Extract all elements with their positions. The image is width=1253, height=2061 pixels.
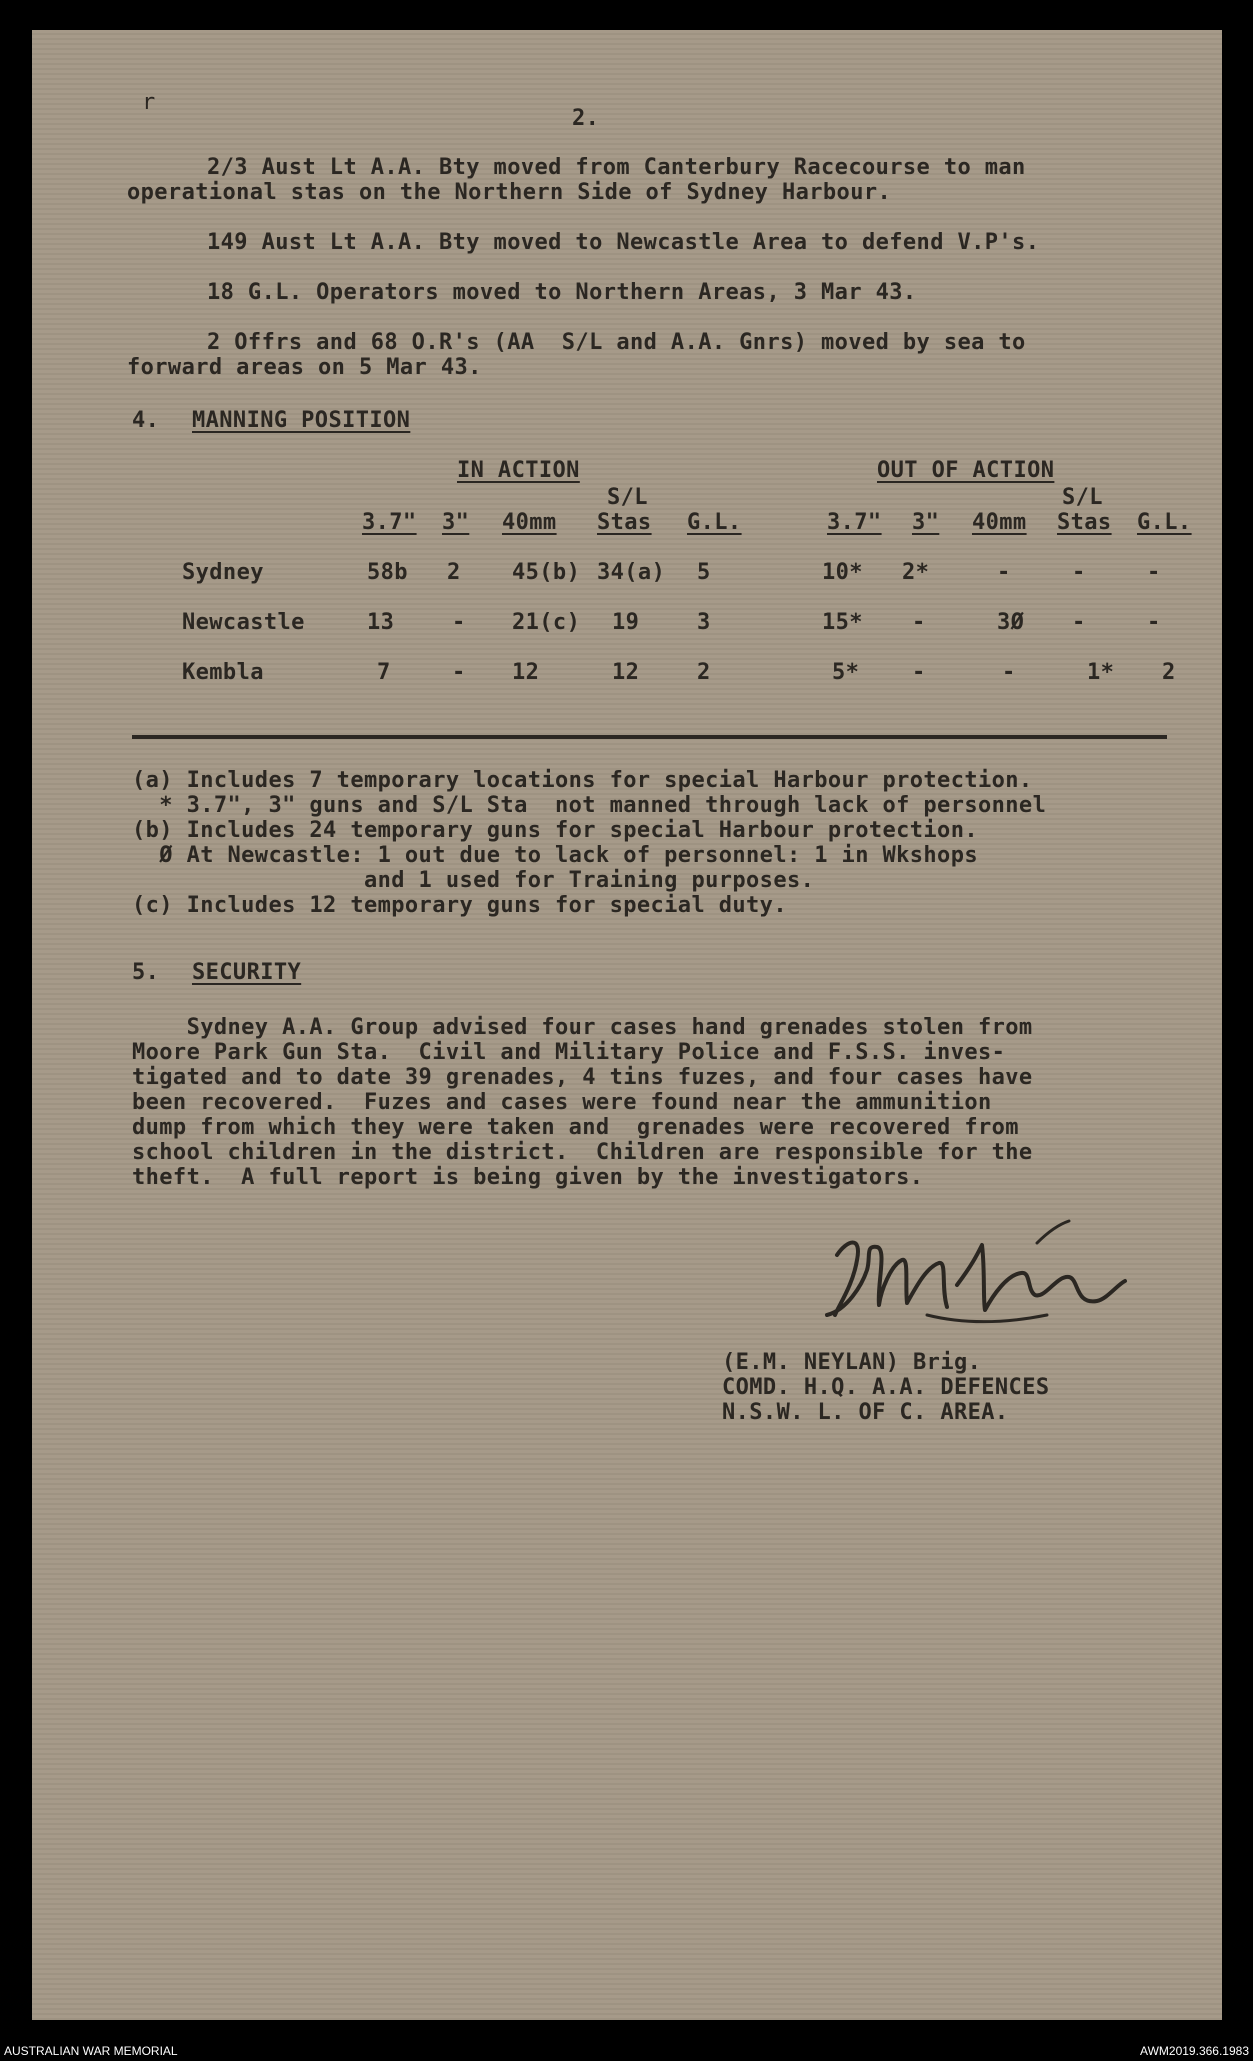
footnote-slash-2: and 1 used for Training purposes. (132, 868, 815, 893)
row-newcastle-in-gl: 3 (697, 610, 711, 635)
row-sydney-place: Sydney (182, 560, 264, 585)
footnote-b: (b) Includes 24 temporary guns for special Harbour protection. (132, 818, 978, 843)
col-out-gl: G.L. (1137, 510, 1192, 535)
col-out-3: 3" (912, 510, 940, 535)
para-1-line-1: 2/3 Aust Lt A.A. Bty moved from Canterbury Racecourse to man (207, 155, 1026, 180)
out-of-action-label: OUT OF ACTION (877, 458, 1055, 483)
row-sydney-in-40mm: 45(b) (512, 560, 581, 585)
security-line-5: dump from which they were taken and grenades were recovered from (132, 1115, 1019, 1140)
row-newcastle-in-stas: 19 (612, 610, 640, 635)
col-out-stas: Stas (1057, 510, 1112, 535)
row-kembla-in-40mm: 12 (512, 660, 540, 685)
security-line-1: Sydney A.A. Group advised four cases hand grenades stolen from (132, 1015, 1033, 1040)
row-newcastle-place: Newcastle (182, 610, 305, 635)
section-4-heading: MANNING POSITION (192, 408, 411, 433)
para-1-line-2: operational stas on the Northern Side of Sydney Harbour. (127, 180, 892, 205)
row-sydney-out-stas: - (1072, 560, 1086, 585)
row-sydney-out-40mm: - (997, 560, 1011, 585)
row-sydney-out-37: 10* (822, 560, 863, 585)
row-kembla-out-40mm: - (1002, 660, 1016, 685)
row-newcastle-out-40mm: 3Ø (997, 610, 1025, 635)
col-out-37: 3.7" (827, 510, 882, 535)
section-5-heading: SECURITY (192, 960, 302, 985)
section-5-number: 5. (132, 960, 160, 985)
corner-mark: r (142, 90, 156, 115)
signatory-name: (E.M. NEYLAN) Brig. (722, 1350, 982, 1375)
section-4-number: 4. (132, 408, 160, 433)
para-4-line-1: 2 Offrs and 68 O.R's (AA S/L and A.A. Gnrs) moved by sea to (207, 330, 1026, 355)
row-kembla-in-3: - (452, 660, 466, 685)
col-in-stas: Stas (597, 510, 652, 535)
row-newcastle-out-3: - (912, 610, 926, 635)
row-kembla-out-37: 5* (832, 660, 860, 685)
row-newcastle-in-37: 13 (367, 610, 395, 635)
row-kembla-out-gl: 2 (1162, 660, 1176, 685)
security-line-4: been recovered. Fuzes and cases were found near the ammunition (132, 1090, 992, 1115)
in-action-label: IN ACTION (457, 458, 580, 483)
security-line-7: theft. A full report is being given by the investigators. (132, 1165, 924, 1190)
row-sydney-in-gl: 5 (697, 560, 711, 585)
table-rule (132, 735, 1167, 739)
row-kembla-in-gl: 2 (697, 660, 711, 685)
sl-label-out: S/L (1062, 485, 1103, 510)
signatory-title-2: N.S.W. L. OF C. AREA. (722, 1400, 1009, 1425)
security-line-2: Moore Park Gun Sta. Civil and Military Police and F.S.S. inves- (132, 1040, 1006, 1065)
para-3-line-1: 18 G.L. Operators moved to Northern Areas, 3 Mar 43. (207, 280, 917, 305)
para-4-line-2: forward areas on 5 Mar 43. (127, 355, 482, 380)
row-newcastle-out-stas: - (1072, 610, 1086, 635)
footnote-c: (c) Includes 12 temporary guns for special duty. (132, 893, 787, 918)
row-kembla-out-stas: 1* (1087, 660, 1115, 685)
col-in-gl: G.L. (687, 510, 742, 535)
signatory-title-1: COMD. H.Q. A.A. DEFENCES (722, 1375, 1050, 1400)
col-out-40mm: 40mm (972, 510, 1027, 535)
security-line-6: school children in the district. Children are responsible for the (132, 1140, 1033, 1165)
row-newcastle-out-gl: - (1147, 610, 1161, 635)
footnote-star: * 3.7", 3" guns and S/L Sta not manned through lack of personnel (132, 793, 1047, 818)
page-number: 2. (572, 106, 600, 131)
row-sydney-in-37: 58b (367, 560, 408, 585)
col-in-40mm: 40mm (502, 510, 557, 535)
row-kembla-in-stas: 12 (612, 660, 640, 685)
row-newcastle-out-37: 15* (822, 610, 863, 635)
row-sydney-out-gl: - (1147, 560, 1161, 585)
row-newcastle-in-3: - (452, 610, 466, 635)
security-line-3: tigated and to date 39 grenades, 4 tins fuzes, and four cases have (132, 1065, 1033, 1090)
col-in-3: 3" (442, 510, 470, 535)
row-kembla-in-37: 7 (377, 660, 391, 685)
row-kembla-out-3: - (912, 660, 926, 685)
row-sydney-in-stas: 34(a) (597, 560, 666, 585)
footnote-a: (a) Includes 7 temporary locations for special Harbour protection. (132, 768, 1033, 793)
footer-archive-name: AUSTRALIAN WAR MEMORIAL (4, 2044, 178, 2058)
row-sydney-out-3: 2* (902, 560, 930, 585)
footnote-slash-1: Ø At Newcastle: 1 out due to lack of personnel: 1 in Wkshops (132, 843, 978, 868)
para-2-line-1: 149 Aust Lt A.A. Bty moved to Newcastle Area to defend V.P's. (207, 230, 1040, 255)
row-sydney-in-3: 2 (447, 560, 461, 585)
row-newcastle-in-40mm: 21(c) (512, 610, 581, 635)
col-in-37: 3.7" (362, 510, 417, 535)
footer-accession-number: AWM2019.366.1983 (1140, 2044, 1249, 2058)
document-page (32, 30, 1222, 2020)
handwritten-signature (807, 1215, 1167, 1330)
sl-label-in: S/L (607, 485, 648, 510)
row-kembla-place: Kembla (182, 660, 264, 685)
